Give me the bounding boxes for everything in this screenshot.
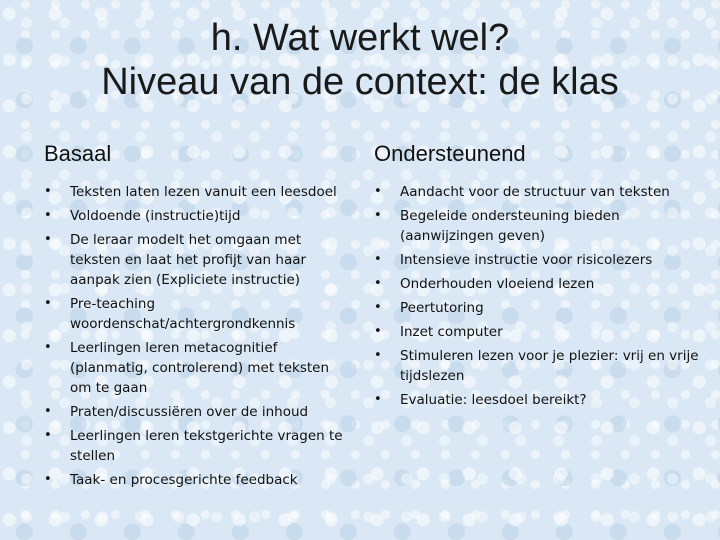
ondersteunend-column [374,140,704,414]
list-item [374,346,704,386]
slide-title [0,16,720,104]
list-item-text: Stimuleren lezen voor je plezier: vrij en vrije tijdslezen [400,348,699,384]
list-item [374,274,704,294]
title-line-1: h. Wat werkt wel? [210,17,510,59]
list-item-text: Evaluatie: leesdoel bereikt? [400,392,587,408]
list-item-text: Intensieve instructie voor risicolezers [400,252,653,268]
list-item [374,390,704,410]
list-item-text: Inzet computer [400,324,503,340]
title-line-2: Niveau van de context: de klas [101,61,619,103]
list-item [44,338,354,398]
bullet-icon: • [374,324,382,339]
basaal-heading: Basaal [44,141,112,166]
list-item [44,182,354,202]
bullet-icon: • [374,252,382,267]
list-item [44,426,354,466]
bullet-icon: • [374,392,382,407]
list-item-text: Pre-teaching woordenschat/achtergrondkennis [70,296,296,332]
bullet-icon: • [44,428,52,443]
list-item-text: Voldoende (instructie)tijd [70,208,241,224]
list-item-text: Teksten laten lezen vanuit een leesdoel [70,184,337,200]
bullet-icon: • [374,300,382,315]
bullet-icon: • [374,348,382,363]
list-item-text: Onderhouden vloeiend lezen [400,276,595,292]
bullet-icon: • [44,340,52,355]
list-item-text: Peertutoring [400,300,484,316]
list-item-text: De leraar modelt het omgaan met teksten en laat het profijt van haar aanpak zien (Expliciete instructie) [70,232,307,288]
ondersteunend-list [374,182,704,410]
bullet-icon: • [44,296,52,311]
bullet-icon: • [44,404,52,419]
list-item [44,470,354,490]
list-item [374,322,704,342]
bullet-icon: • [44,472,52,487]
bullet-icon: • [44,208,52,223]
basaal-column [44,140,354,494]
bullet-icon: • [374,184,382,199]
list-item [374,182,704,202]
list-item [374,298,704,318]
list-item [44,402,354,422]
bullet-icon: • [374,276,382,291]
list-item [374,206,704,246]
list-item-text: Leerlingen leren tekstgerichte vragen te stellen [70,428,343,464]
list-item-text: Leerlingen leren metacognitief (planmatig, controlerend) met teksten om te gaan [70,340,330,396]
ondersteunend-heading: Ondersteunend [374,141,526,166]
list-item [44,230,354,290]
list-item-text: Begeleide ondersteuning bieden (aanwijzingen geven) [400,208,620,244]
list-item-text: Praten/discussiëren over de inhoud [70,404,309,420]
basaal-list [44,182,354,490]
list-item [44,294,354,334]
list-item [44,206,354,226]
bullet-icon: • [44,232,52,247]
list-item-text: Aandacht voor de structuur van teksten [400,184,670,200]
list-item-text: Taak- en procesgerichte feedback [70,472,298,488]
list-item [374,250,704,270]
bullet-icon: • [374,208,382,223]
bullet-icon: • [44,184,52,199]
